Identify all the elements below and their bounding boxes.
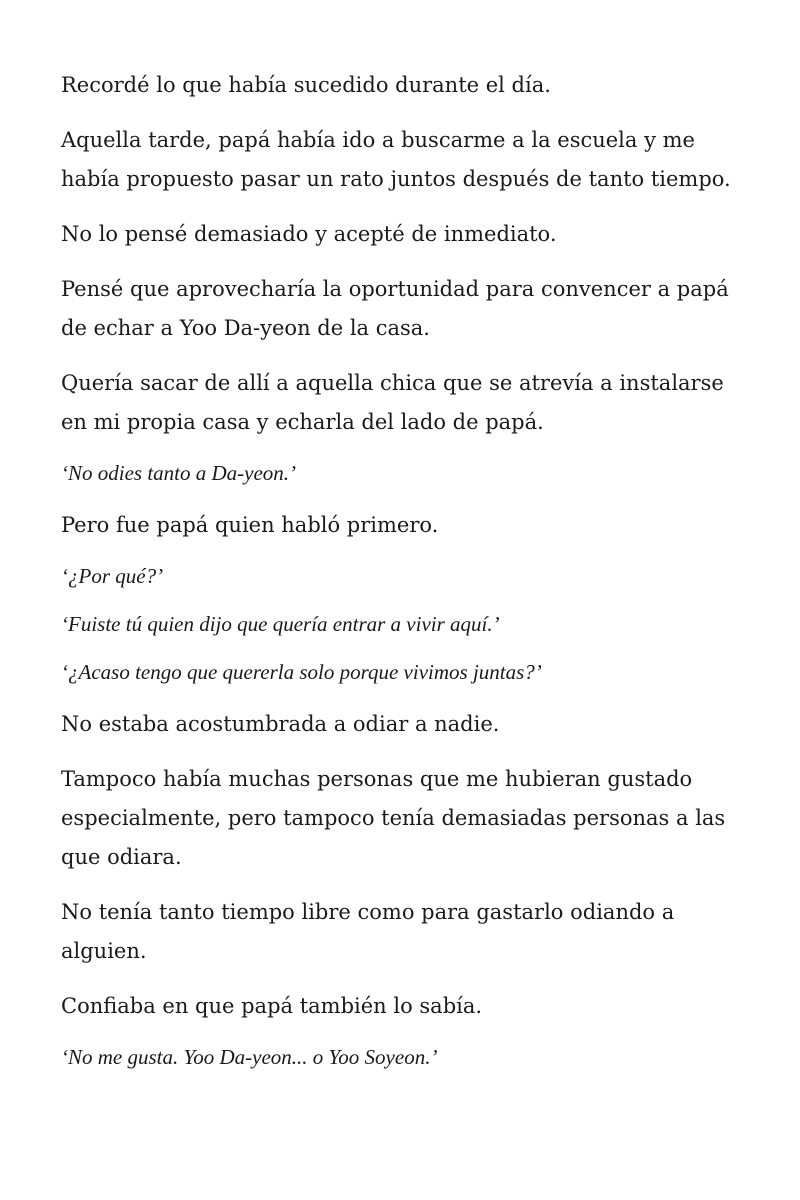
dialogue-line: ‘No odies tanto a Da-yeon.’	[61, 461, 297, 485]
document-body	[61, 66, 751, 1090]
narration-paragraph: Recordé lo que había sucedido durante el día.	[61, 73, 551, 97]
dialogue-line: ‘¿Por qué?’	[61, 564, 164, 588]
dialogue-line: ‘No me gusta. Yoo Da-yeon... o Yoo Soyeon.’	[61, 1045, 438, 1069]
narration-paragraph: No tenía tanto tiempo libre como para gastarlo odiando a alguien.	[61, 900, 675, 963]
narration-paragraph: Quería sacar de allí a aquella chica que se atrevía a instalarse en mi propia casa y echarla del lado de papá.	[61, 371, 724, 434]
narration-paragraph: Confiaba en que papá también lo sabía.	[61, 994, 483, 1018]
narration-paragraph: Aquella tarde, papá había ido a buscarme a la escuela y me había propuesto pasar un rato juntos después de tanto tiempo.	[61, 128, 731, 191]
narration-paragraph: No estaba acostumbrada a odiar a nadie.	[61, 712, 500, 736]
narration-paragraph: No lo pensé demasiado y acepté de inmediato.	[61, 222, 557, 246]
dialogue-line: ‘¿Acaso tengo que quererla solo porque vivimos juntas?’	[61, 660, 542, 684]
dialogue-line: ‘Fuiste tú quien dijo que quería entrar a vivir aquí.’	[61, 612, 500, 636]
narration-paragraph: Pero fue papá quien habló primero.	[61, 513, 439, 537]
narration-paragraph: Pensé que aprovecharía la oportunidad para convencer a papá de echar a Yoo Da-yeon de la casa.	[61, 277, 729, 340]
narration-paragraph: Tampoco había muchas personas que me hubieran gustado especialmente, pero tampoco tenía demasiadas personas a las que odiara.	[61, 767, 726, 869]
